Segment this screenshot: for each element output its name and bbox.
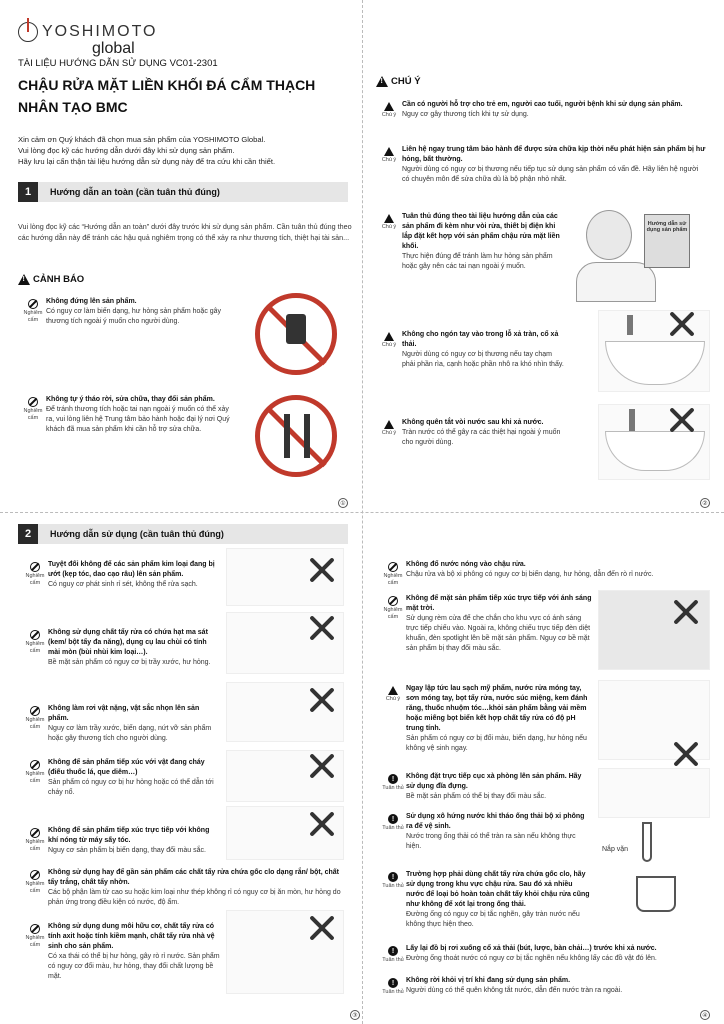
caution-item bbox=[376, 418, 566, 448]
icon-label: Nghiêm cấm bbox=[383, 573, 403, 586]
manual-book-label: Hướng dẫn sử dụng sản phẩm bbox=[646, 221, 688, 233]
usage-item bbox=[22, 628, 220, 668]
icon-label: Nghiêm cấm bbox=[25, 935, 45, 948]
prohibit-icon bbox=[30, 870, 40, 880]
prohibit-icon bbox=[30, 924, 40, 934]
prohibited-x-icon bbox=[668, 406, 696, 434]
warning-body: Để tránh thương tích hoặc tai nạn ngoài ý muốn có thể xảy ra, vui lòng liên hệ Trung tâm bảo hành hoặc đại lý nơi Quý khách đã mua sản phẩm khi cần hỗ trợ sửa chữa. bbox=[46, 406, 230, 433]
icon-label: Nghiêm cấm bbox=[383, 607, 403, 620]
icon-label: Tuân thủ bbox=[382, 883, 404, 889]
usage-head: Không sử dụng hay để gần sản phẩm các chất tẩy rửa chứa gốc clo dạng rắn/ bột, chất tẩy trắng, chất tẩy nhờn. bbox=[48, 869, 339, 886]
usage-item bbox=[380, 684, 592, 754]
page-number: ③ bbox=[350, 1010, 360, 1020]
usage-item bbox=[22, 758, 220, 798]
usage-head: Không để sản phẩm tiếp xúc với vật đang cháy (điếu thuốc lá, que diêm…) bbox=[48, 759, 205, 776]
caution-icon bbox=[388, 686, 398, 695]
warning-body: Có nguy cơ làm biến dạng, hư hỏng sản phẩm hoặc gây thương tích ngoài ý muốn cho người dùng. bbox=[46, 308, 222, 325]
prohibited-x-icon bbox=[672, 740, 700, 768]
usage-head: Không rời khỏi vị trí khi đang sử dụng sản phẩm. bbox=[406, 977, 571, 984]
usage-head: Không đổ nước nóng vào chậu rửa. bbox=[406, 561, 526, 568]
usage-body: Đường ống thoát nước có nguy cơ bị tắc nghẽn nếu không lấy các đồ vật đó lên. bbox=[406, 955, 657, 962]
section-title: Hướng dẫn sử dụng (cần tuân thủ đúng) bbox=[50, 529, 224, 539]
caution-head: Tuân thủ đúng theo tài liệu hướng dẫn của các sản phẩm đi kèm như vòi rửa, thiết bị điện khi lắp đặt kết hợp với sản phẩm chậu rửa mặt liền khối. bbox=[402, 213, 560, 250]
siphon-bucket-illustration bbox=[598, 820, 710, 916]
icon-label: Nghiêm cấm bbox=[25, 717, 45, 730]
caution-item bbox=[376, 212, 564, 272]
usage-head: Không sử dụng dung môi hữu cơ, chất tẩy rửa có tính axit hoặc tính kiềm mạnh, chất tẩy rửa nhà vệ sinh cho sản phẩm. bbox=[48, 923, 215, 950]
warning-heading bbox=[18, 274, 84, 285]
mandatory-icon: ! bbox=[388, 872, 398, 882]
section-number: 2 bbox=[18, 524, 38, 544]
icon-label: Nghiêm cấm bbox=[25, 641, 45, 654]
section-1-header bbox=[18, 182, 348, 202]
caution-icon bbox=[384, 214, 394, 223]
caution-body: Nguy cơ gây thương tích khi tự sử dụng. bbox=[402, 111, 529, 118]
section-2-header bbox=[18, 524, 348, 544]
prohibit-icon bbox=[388, 562, 398, 572]
prohibited-x-icon bbox=[668, 310, 696, 338]
logo-mark-icon bbox=[18, 22, 38, 42]
warning-item bbox=[20, 297, 238, 327]
usage-head: Không để sản phẩm tiếp xúc trực tiếp với không khí nóng từ máy sấy tóc. bbox=[48, 827, 210, 844]
caution-head: Liên hệ ngay trung tâm bảo hành để được sửa chữa kịp thời nếu phát hiện sản phẩm bị hư hỏng, bất thường. bbox=[402, 146, 706, 163]
prohibited-x-icon bbox=[308, 614, 336, 642]
caution-head: Không quên tắt vòi nước sau khi xả nước. bbox=[402, 419, 544, 426]
caution-icon bbox=[384, 147, 394, 156]
icon-label: Nghiêm cấm bbox=[25, 839, 45, 852]
warning-head: Không đứng lên sản phẩm. bbox=[46, 298, 137, 305]
icon-label: Chú ý bbox=[381, 342, 397, 348]
usage-item bbox=[380, 812, 592, 852]
brand-name: YOSHIMOTO bbox=[42, 23, 158, 40]
usage-head: Không sử dụng chất tẩy rửa có chứa hạt ma sát (kem/ bột tẩy đa năng), dụng cụ lau chùi có tính mài mòn (bùi nhùi kim loại…). bbox=[48, 629, 208, 656]
usage-body: Nước trong ống thải có thể tràn ra sàn nếu không thực hiện. bbox=[406, 833, 576, 850]
caution-title: CHÚ Ý bbox=[391, 76, 421, 87]
prohibited-x-icon bbox=[308, 914, 336, 942]
usage-body: Bề mặt sản phẩm có nguy cơ bị trầy xước, hư hỏng. bbox=[48, 659, 211, 666]
usage-body: Có xa thái có thể bị hư hỏng, gây rò rỉ nước. Sản phẩm có nguy cơ đổi màu, hư hỏng, thay đổi chất lượng bề mặt. bbox=[48, 953, 220, 980]
caution-icon bbox=[384, 102, 394, 111]
caution-item bbox=[376, 330, 566, 370]
intro-text bbox=[18, 134, 348, 167]
usage-item bbox=[22, 704, 220, 744]
usage-body: Chậu rửa và bộ xi phông có nguy cơ bị biến dạng, hư hỏng, dẫn đến rò rỉ nước. bbox=[406, 571, 654, 578]
usage-head: Tuyệt đối không để các sản phẩm kim loại đang bị ướt (kẹp tóc, dao cạo râu) lên sản phẩm. bbox=[48, 561, 215, 578]
usage-head: Sử dụng xô hứng nước khi tháo ống thải bộ xi phông ra để vệ sinh. bbox=[406, 813, 585, 830]
soap-dish-illustration bbox=[598, 768, 710, 818]
usage-item bbox=[380, 870, 592, 930]
warning-item bbox=[20, 395, 238, 435]
section-number: 1 bbox=[18, 182, 38, 202]
mandatory-icon: ! bbox=[388, 814, 398, 824]
caution-body: Tràn nước có thể gây ra các thiệt hại ngoài ý muốn cho người dùng. bbox=[402, 429, 561, 446]
usage-body: Đường ống có nguy cơ bị tắc nghẽn, gây tràn nước nếu không thực hiện theo. bbox=[406, 911, 580, 928]
warning-head: Không tự ý tháo rời, sửa chữa, thay đổi sản phẩm. bbox=[46, 396, 215, 403]
warning-triangle-icon bbox=[18, 274, 30, 285]
intro-line: Xin cảm ơn Quý khách đã chọn mua sản phẩm của YOSHIMOTO Global. bbox=[18, 135, 266, 144]
usage-body: Các bộ phận làm từ cao su hoặc kim loại như thép không rỉ có nguy cơ bị ăn mòn, hư hỏng do phản ứng trong điều kiện có nước, độ ẩm. bbox=[48, 889, 341, 906]
usage-item bbox=[22, 922, 220, 982]
prohibit-icon bbox=[30, 706, 40, 716]
prohibit-icon bbox=[30, 828, 40, 838]
usage-body: Sản phẩm có nguy cơ bị đổi màu, biến dạng, hư hỏng nếu không vệ sinh ngay. bbox=[406, 735, 587, 752]
caution-head: Cần có người hỗ trợ cho trẻ em, người cao tuổi, người bệnh khi sử dụng sản phẩm. bbox=[402, 101, 683, 108]
page-number: ② bbox=[700, 498, 710, 508]
caution-icon bbox=[384, 420, 394, 429]
usage-item bbox=[380, 772, 592, 802]
usage-item bbox=[380, 944, 706, 964]
icon-label: Tuân thủ bbox=[382, 785, 404, 791]
manual-book-icon bbox=[644, 214, 690, 268]
mandatory-icon: ! bbox=[388, 774, 398, 784]
caution-heading bbox=[376, 76, 421, 87]
icon-label: Nghiêm cấm bbox=[25, 881, 45, 894]
caution-item bbox=[376, 100, 706, 120]
caution-body: Người dùng có nguy cơ bị thương nếu tiếp tục sử dụng sản phẩm có vấn đề. Hãy liên hệ người có chuyên môn để sửa chữa dù là bộ phận nhỏ nhất. bbox=[402, 166, 699, 183]
caution-triangle-icon bbox=[376, 76, 388, 87]
mandatory-icon: ! bbox=[388, 946, 398, 956]
no-standing-illustration bbox=[255, 293, 337, 375]
middle-fold-line bbox=[0, 512, 724, 513]
icon-label: Chú ý bbox=[381, 112, 397, 118]
valve-label: Nắp vặn bbox=[602, 846, 629, 853]
icon-label: Nghiêm cấm bbox=[25, 573, 45, 586]
icon-label: Chú ý bbox=[381, 224, 397, 230]
usage-head: Không để mặt sản phẩm tiếp xúc trực tiếp với ánh sáng mặt trời. bbox=[406, 595, 592, 612]
usage-body: Người dùng có thể quên không tắt nước, dẫn đến nước tràn ra ngoài. bbox=[406, 987, 623, 994]
prohibited-x-icon bbox=[308, 686, 336, 714]
caution-icon bbox=[384, 332, 394, 341]
usage-body: Bề mặt sản phẩm có thể bị thay đổi màu sắc. bbox=[406, 793, 547, 800]
doc-title: CHẬU RỬA MẶT LIỀN KHỐI ĐÁ CẨM THẠCH NHÂN TẠO BMC bbox=[18, 77, 316, 115]
page-number: ④ bbox=[700, 1010, 710, 1020]
usage-body: Nguy cơ sản phẩm bị biến dạng, thay đổi màu sắc. bbox=[48, 847, 206, 854]
person-reading-manual-illustration bbox=[572, 200, 712, 304]
prohibited-x-icon bbox=[308, 752, 336, 780]
section-1-description: Vui lòng đọc kỹ các “Hướng dẫn an toàn” dưới đây trước khi sử dụng sản phẩm. Cần tuân thủ đúng theo các hướng dẫn này để tránh các hậu quả nghiêm trọng có thể xảy ra như thương tích, thiệt hại tài sản... bbox=[18, 222, 352, 242]
icon-label: Chú ý bbox=[385, 696, 401, 702]
brand-logo bbox=[18, 22, 158, 42]
icon-label: Chú ý bbox=[381, 430, 397, 436]
doc-tag: TÀI LIỆU HƯỚNG DẪN SỬ DỤNG VC01-2301 bbox=[18, 58, 218, 69]
prohibit-icon bbox=[28, 397, 38, 407]
icon-label: Nghiêm cấm bbox=[25, 771, 45, 784]
usage-item bbox=[380, 560, 706, 586]
icon-label: Tuân thủ bbox=[382, 989, 404, 995]
icon-label: Nghiêm cấm bbox=[23, 408, 43, 421]
usage-item bbox=[380, 594, 592, 654]
icon-label: Nghiêm cấm bbox=[23, 310, 43, 323]
usage-body: Sản phẩm có nguy cơ bị hư hỏng hoặc có thể dẫn tới cháy nổ. bbox=[48, 779, 214, 796]
icon-label: Tuân thủ bbox=[382, 825, 404, 831]
no-repair-illustration bbox=[255, 395, 337, 477]
icon-label: Chú ý bbox=[381, 157, 397, 163]
intro-line: Vui lòng đọc kỹ các hướng dẫn dưới đây khi sử dụng sản phẩm. bbox=[18, 146, 235, 155]
usage-item bbox=[22, 826, 220, 856]
usage-head: Không làm rơi vật nặng, vật sắc nhọn lên sản phẩm. bbox=[48, 705, 200, 722]
prohibited-x-icon bbox=[672, 598, 700, 626]
prohibit-icon bbox=[28, 299, 38, 309]
usage-body: Sử dụng rèm cửa để che chắn cho khu vực có ánh sáng trực tiếp chiếu vào. Ngoài ra, không chiếu trực tiếp đèn diệt khuẩn, đèn spotlight lên bề mặt sản phẩm. Nguy cơ bề mặt sản phẩm bị thay đổi màu sắc. bbox=[406, 615, 591, 652]
caution-item bbox=[376, 145, 706, 185]
mandatory-icon: ! bbox=[388, 978, 398, 988]
usage-head: Lấy lại đồ bị rơi xuống cổ xả thải (bút, lược, bàn chải…) trước khi xả nước. bbox=[406, 945, 657, 952]
usage-head: Ngay lập tức lau sạch mỹ phẩm, nước rửa móng tay, sơn móng tay, bọt tẩy rửa, nước súc miệng, kem đánh răng, thuốc nhuộm tóc…khỏi sản phẩm bằng vải mềm hoặc miếng bọt biển kết hợp chất tẩy rửa có độ pH trung tính. bbox=[406, 685, 588, 732]
page-number: ① bbox=[338, 498, 348, 508]
usage-body: Có nguy cơ phát sinh rỉ sét, không thể rửa sạch. bbox=[48, 581, 198, 588]
usage-item bbox=[22, 560, 220, 590]
brand-tagline: global bbox=[92, 40, 135, 57]
caution-body: Thực hiện đúng để tránh làm hư hỏng sản phẩm hoặc gây nên các tai nạn ngoài ý muốn. bbox=[402, 253, 553, 270]
intro-line: Hãy lưu lại cẩn thận tài liệu hướng dẫn sử dụng này để tra cứu khi cần thiết. bbox=[18, 157, 276, 166]
usage-item bbox=[22, 868, 346, 908]
usage-body: Nguy cơ làm trầy xước, biến dạng, nứt vỡ sản phẩm hoặc gây thương tích cho người dùng. bbox=[48, 725, 212, 742]
usage-head: Không đặt trực tiếp cục xà phòng lên sản phẩm. Hãy sử dụng đĩa đựng. bbox=[406, 773, 582, 790]
usage-head: Trường hợp phải dùng chất tẩy rửa chứa gốc clo, hãy sử dụng trong khu vực chậu rửa. Sau đó xả nhiều nước để loại bỏ hoàn toàn chất tẩy khỏi chậu rửa cũng như không để xót lại trong ống thải. bbox=[406, 871, 590, 908]
usage-item bbox=[380, 976, 706, 996]
prohibit-icon bbox=[388, 596, 398, 606]
section-title: Hướng dẫn an toàn (cần tuân thủ đúng) bbox=[50, 187, 220, 197]
icon-label: Tuân thủ bbox=[382, 957, 404, 963]
prohibited-x-icon bbox=[308, 810, 336, 838]
prohibited-x-icon bbox=[308, 556, 336, 584]
prohibit-icon bbox=[30, 562, 40, 572]
prohibit-icon bbox=[30, 630, 40, 640]
caution-body: Người dùng có nguy cơ bị thương nếu tay chạm phải phần rìa, cạnh hoặc phần nhô ra khó nhìn thấy. bbox=[402, 351, 564, 368]
prohibit-icon bbox=[30, 760, 40, 770]
caution-head: Không cho ngón tay vào trong lỗ xả tràn, cổ xả thải. bbox=[402, 331, 559, 348]
warning-title: CẢNH BÁO bbox=[33, 274, 85, 285]
